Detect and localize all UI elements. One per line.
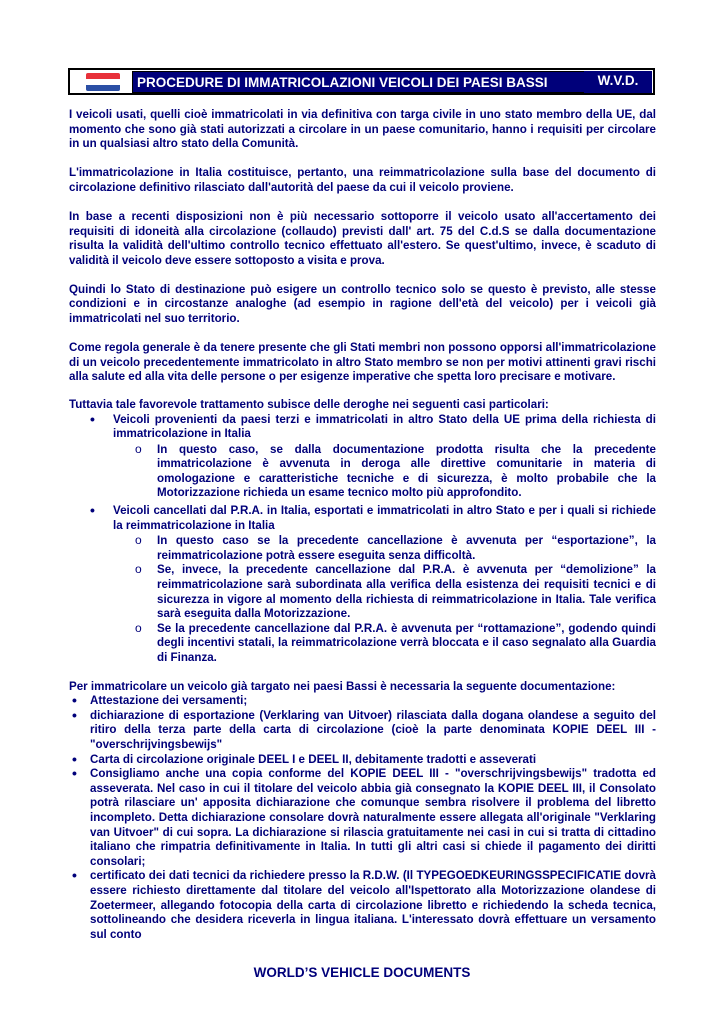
page-footer: WORLD’S VEHICLE DOCUMENTS [253, 965, 471, 980]
page-title: PROCEDURE DI IMMATRICOLAZIONI VEICOLI DEI PAESI BASSI [132, 71, 647, 93]
document-code: W.V.D. [584, 71, 652, 93]
document-body [69, 108, 656, 942]
paragraph: I veicoli usati, quelli cioè immatricolati in via definitiva con targa civile in uno stato membro della UE, dal momento che sono già stati autorizzati a circolare in un paese comunitario, hanno i requisiti per circolare in un qualsiasi altro stato della Comunità. [69, 108, 656, 151]
list-item-text: Veicoli cancellati dal P.R.A. in Italia, esportati e immatricolati in altro Stato e per i quali si richiede la reimmatricolazione in Italia [113, 504, 656, 532]
flag-stripe-blue [86, 85, 120, 91]
documentation-intro: Per immatricolare un veicolo già targato nei paesi Bassi è necessaria la seguente documentazione: [69, 679, 616, 693]
list-item: • Carta di circolazione originale DEEL I e DEEL II, debitamente tradotti e asseverati [69, 753, 656, 768]
paragraph: L'immatricolazione in Italia costituisce, pertanto, una reimmatricolazione sulla base del documento di circolazione definitivo rilasciato dall'autorità del paese da cui il veicolo proviene. [69, 166, 656, 194]
list-item-text: Veicoli provenienti da paesi terzi e immatricolati in altro Stato della UE prima della richiesta di immatricolazione in Italia [113, 412, 656, 441]
list-item: • Attestazione dei versamenti; [69, 694, 656, 709]
sub-list-item: o In questo caso, se dalla documentazione prodotta risulta che la precedente immatricolazione è avvenuta in deroga alle direttive comunitarie in materia di omologazione e caratteristiche tecniche e di sicurezza, è molto probabile che la Motorizzazione richieda un esame tecnico molto più approfondito. [113, 443, 656, 501]
documentation-list [69, 694, 656, 942]
list-item: • certificato dei dati tecnici da richiedere presso la R.D.W. (Il TYPEGOEDKEURINGSSPECIFICATIE dovrà essere richiesto direttamente dal titolare del veicolo all'Ispettorato alla Motorizzazione olandese di Zoetermeer, allegando fotocopia della carta di circolazione libretto e richiedendo la scheda tecnica, sottolineando che desidera riceverla in lingua italiana. L'interessato dovrà effettuare un versamento sul conto [69, 869, 656, 942]
page-header [68, 68, 655, 95]
sub-list-item: o Se, invece, la precedente cancellazione dal P.R.A. è avvenuta per “demolizione” la reimmatricolazione sarà subordinata alla verifica della esistenza dei requisiti tecnici e di sicurezza in vigore al momento della richiesta di reimmatricolazione in Italia. Tale verifica sarà eseguita dalla Motorizzazione. [113, 563, 656, 621]
sub-list-item: o Se la precedente cancellazione dal P.R.A. è avvenuta per “rottamazione”, godendo quindi degli incentivi statali, la reimmatricolazione verrà bloccata e il caso segnalato alla Guardia di Finanza. [113, 622, 656, 666]
sub-list [113, 534, 656, 665]
sub-list-item: o In questo caso se la precedente cancellazione è avvenuta per “esportazione”, la reimmatricolazione potrà essere eseguita senza difficoltà. [113, 534, 656, 563]
list-item: • dichiarazione di esportazione (Verklaring van Uitvoer) rilasciata dalla dogana olandese a seguito del ritiro della terza parte della carta di circolazione (cioè la parte denominata KOPIE DEEL III - "overschrijvingsbewijs" [69, 709, 656, 753]
netherlands-flag-icon [86, 73, 120, 91]
exceptions-list [69, 413, 656, 666]
list-item [69, 413, 656, 502]
list-item: • Consigliamo anche una copia conforme del KOPIE DEEL III - "overschrijvingsbewijs" tradotta ed asseverata. Nel caso in cui il titolare del veicolo abbia già consegnato la KOPIE DEEL III, il Consolato potrà rilasciare un' apposita dichiarazione che comunque sembra risolvere il problema del libretto incompleto. Detta dichiarazione consolare dovrà naturalmente essere allegata all'originale "Verklaring van Uitvoer" di cui sopra. La dichiarazione si rilascia gratuitamente nei casi in cui si tratta di cittadino italiano che rimpatria definitivamente in Italia. In tutti gli altri casi si chiede il pagamento dei diritti consolari; [69, 767, 656, 869]
sub-list [113, 443, 656, 501]
exceptions-intro: Tuttavia tale favorevole trattamento subisce delle deroghe nei seguenti casi particolari: [69, 397, 549, 411]
paragraph: Quindi lo Stato di destinazione può esigere un controllo tecnico solo se questo è previsto, alle stesse condizioni e in circostanze analoghe (ad esempio in ragione dell'età del veicolo) per i veicoli già immatricolati nel suo territorio. [69, 282, 656, 326]
list-item [69, 504, 656, 666]
paragraph: Come regola generale è da tenere presente che gli Stati membri non possono opporsi all'immatricolazione di un veicolo precedentemente immatricolato in altro Stato membro se non per motivi attinenti gravi rischi alla salute ed alla vita delle persone o per esigenze imperative che spetta loro precisare e motivare. [69, 341, 656, 384]
paragraph: In base a recenti disposizioni non è più necessario sottoporre il veicolo usato all'accertamento dei requisiti di idoneità alla circolazione (collaudo) previsti dall' art. 75 del C.d.S se dalla documentazione risulta la validità dell'ultimo controllo tecnico effettuato all'estero. Se quest'ultimo, invece, è scaduto di validità il veicolo deve essere sottoposto a visita e prova. [69, 209, 656, 267]
